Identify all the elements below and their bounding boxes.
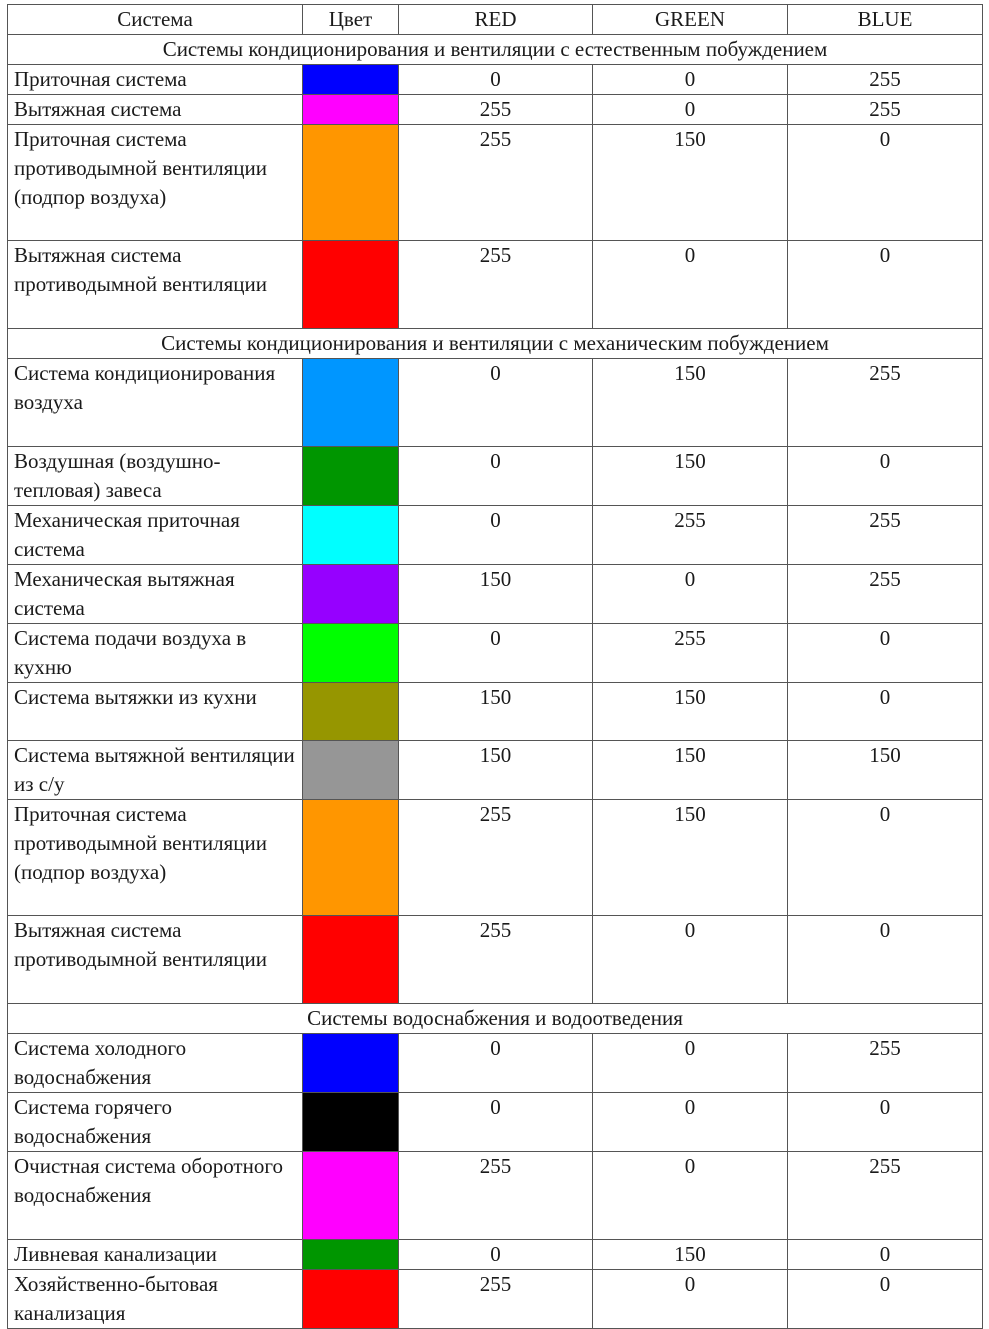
table-row bbox=[8, 565, 983, 624]
blue-value: 0 bbox=[788, 624, 983, 683]
table-row bbox=[8, 1270, 983, 1329]
blue-value: 255 bbox=[788, 1152, 983, 1240]
table-row bbox=[8, 95, 983, 125]
color-swatch bbox=[303, 95, 399, 125]
green-value: 150 bbox=[593, 683, 788, 741]
green-value: 0 bbox=[593, 1034, 788, 1093]
red-value: 0 bbox=[399, 624, 593, 683]
color-swatch bbox=[303, 1240, 399, 1270]
green-value: 255 bbox=[593, 506, 788, 565]
system-name: Ливневая канализации bbox=[8, 1240, 303, 1270]
red-value: 0 bbox=[399, 1093, 593, 1152]
red-value: 150 bbox=[399, 683, 593, 741]
green-value: 0 bbox=[593, 565, 788, 624]
green-value: 150 bbox=[593, 1240, 788, 1270]
table-row bbox=[8, 916, 983, 1004]
color-swatch bbox=[303, 359, 399, 447]
blue-value: 0 bbox=[788, 447, 983, 506]
green-value: 255 bbox=[593, 624, 788, 683]
color-swatch bbox=[303, 683, 399, 741]
blue-value: 255 bbox=[788, 65, 983, 95]
system-name: Вытяжная система bbox=[8, 95, 303, 125]
red-value: 0 bbox=[399, 447, 593, 506]
table-row bbox=[8, 447, 983, 506]
red-value: 255 bbox=[399, 800, 593, 916]
system-name: Система кондиционирования воздуха bbox=[8, 359, 303, 447]
red-value: 255 bbox=[399, 1270, 593, 1329]
red-value: 0 bbox=[399, 1034, 593, 1093]
color-swatch bbox=[303, 65, 399, 95]
table-row bbox=[8, 624, 983, 683]
blue-value: 0 bbox=[788, 125, 983, 241]
green-value: 0 bbox=[593, 95, 788, 125]
red-value: 255 bbox=[399, 241, 593, 329]
system-name: Механическая приточная система bbox=[8, 506, 303, 565]
green-value: 150 bbox=[593, 447, 788, 506]
section-title: Системы кондиционирования и вентиляции с естественным побуждением bbox=[8, 35, 983, 65]
color-swatch bbox=[303, 624, 399, 683]
system-name: Система подачи воздуха в кухню bbox=[8, 624, 303, 683]
color-swatch bbox=[303, 741, 399, 800]
red-value: 255 bbox=[399, 1152, 593, 1240]
blue-value: 255 bbox=[788, 359, 983, 447]
system-name: Воздушная (воздушно-тепловая) завеса bbox=[8, 447, 303, 506]
system-name: Приточная система противодымной вентиляции (подпор воздуха) bbox=[8, 125, 303, 241]
header-green: GREEN bbox=[593, 5, 788, 35]
header-row bbox=[8, 5, 983, 35]
table-row bbox=[8, 1034, 983, 1093]
system-name: Приточная система противодымной вентиляции (подпор воздуха) bbox=[8, 800, 303, 916]
system-name: Система горячего водоснабжения bbox=[8, 1093, 303, 1152]
system-name: Система вытяжной вентиляции из с/у bbox=[8, 741, 303, 800]
system-name: Приточная система bbox=[8, 65, 303, 95]
table-row bbox=[8, 125, 983, 241]
color-swatch bbox=[303, 1093, 399, 1152]
blue-value: 0 bbox=[788, 683, 983, 741]
red-value: 255 bbox=[399, 916, 593, 1004]
table-row bbox=[8, 359, 983, 447]
table-row bbox=[8, 65, 983, 95]
color-swatch bbox=[303, 1152, 399, 1240]
table-row bbox=[8, 800, 983, 916]
table-row bbox=[8, 506, 983, 565]
color-legend-table bbox=[7, 4, 983, 1329]
blue-value: 0 bbox=[788, 916, 983, 1004]
blue-value: 150 bbox=[788, 741, 983, 800]
green-value: 0 bbox=[593, 916, 788, 1004]
red-value: 0 bbox=[399, 506, 593, 565]
header-blue: BLUE bbox=[788, 5, 983, 35]
blue-value: 0 bbox=[788, 241, 983, 329]
green-value: 0 bbox=[593, 1152, 788, 1240]
table-row bbox=[8, 741, 983, 800]
blue-value: 0 bbox=[788, 1093, 983, 1152]
color-swatch bbox=[303, 565, 399, 624]
color-swatch bbox=[303, 241, 399, 329]
color-swatch bbox=[303, 125, 399, 241]
table-row bbox=[8, 683, 983, 741]
header-system: Система bbox=[8, 5, 303, 35]
color-swatch bbox=[303, 447, 399, 506]
blue-value: 0 bbox=[788, 1240, 983, 1270]
blue-value: 0 bbox=[788, 800, 983, 916]
blue-value: 255 bbox=[788, 565, 983, 624]
table-row bbox=[8, 1093, 983, 1152]
red-value: 150 bbox=[399, 565, 593, 624]
header-red: RED bbox=[399, 5, 593, 35]
section-title: Системы водоснабжения и водоотведения bbox=[8, 1004, 983, 1034]
system-name: Вытяжная система противодымной вентиляции bbox=[8, 916, 303, 1004]
section-row bbox=[8, 35, 983, 65]
red-value: 255 bbox=[399, 95, 593, 125]
color-swatch bbox=[303, 506, 399, 565]
color-swatch bbox=[303, 1034, 399, 1093]
green-value: 0 bbox=[593, 65, 788, 95]
system-name: Вытяжная система противодымной вентиляции bbox=[8, 241, 303, 329]
table-row bbox=[8, 1240, 983, 1270]
system-name: Очистная система оборотного водоснабжения bbox=[8, 1152, 303, 1240]
green-value: 0 bbox=[593, 1270, 788, 1329]
green-value: 150 bbox=[593, 359, 788, 447]
system-name: Система холодного водоснабжения bbox=[8, 1034, 303, 1093]
red-value: 0 bbox=[399, 359, 593, 447]
blue-value: 255 bbox=[788, 1034, 983, 1093]
color-swatch bbox=[303, 800, 399, 916]
green-value: 150 bbox=[593, 741, 788, 800]
section-title: Системы кондиционирования и вентиляции с механическим побуждением bbox=[8, 329, 983, 359]
system-name: Хозяйственно-бытовая канализация bbox=[8, 1270, 303, 1329]
table-row bbox=[8, 1152, 983, 1240]
section-row bbox=[8, 1004, 983, 1034]
red-value: 150 bbox=[399, 741, 593, 800]
blue-value: 0 bbox=[788, 1270, 983, 1329]
red-value: 255 bbox=[399, 125, 593, 241]
system-name: Система вытяжки из кухни bbox=[8, 683, 303, 741]
green-value: 150 bbox=[593, 800, 788, 916]
color-swatch bbox=[303, 1270, 399, 1329]
blue-value: 255 bbox=[788, 95, 983, 125]
red-value: 0 bbox=[399, 1240, 593, 1270]
section-row bbox=[8, 329, 983, 359]
system-name: Механическая вытяжная система bbox=[8, 565, 303, 624]
color-swatch bbox=[303, 916, 399, 1004]
table-row bbox=[8, 241, 983, 329]
header-color: Цвет bbox=[303, 5, 399, 35]
green-value: 0 bbox=[593, 1093, 788, 1152]
green-value: 0 bbox=[593, 241, 788, 329]
red-value: 0 bbox=[399, 65, 593, 95]
blue-value: 255 bbox=[788, 506, 983, 565]
green-value: 150 bbox=[593, 125, 788, 241]
